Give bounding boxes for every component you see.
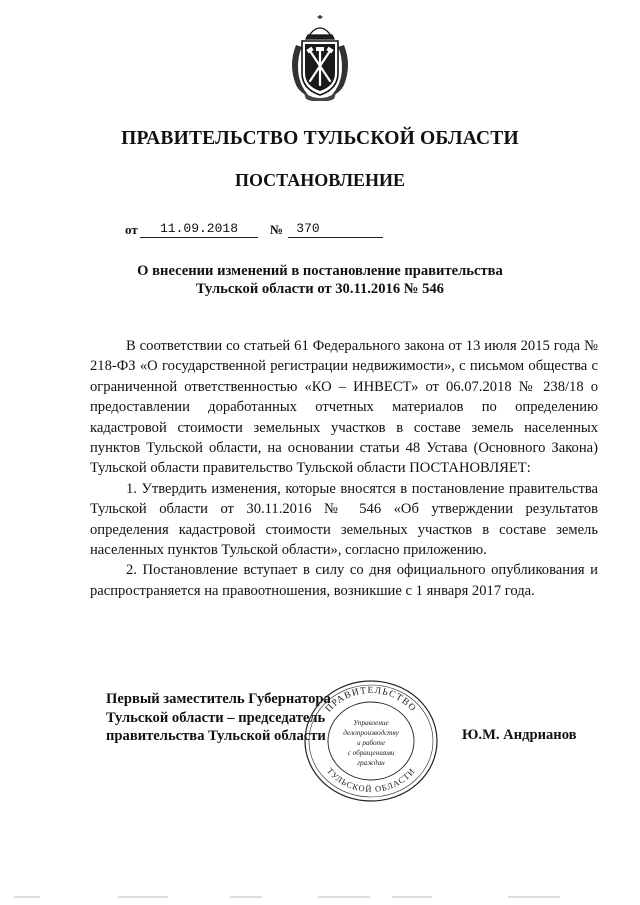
preamble-paragraph: В соответствии со статьей 61 Федерального закона от 13 июля 2015 года № 218-ФЗ «О государственной регистрации недвижимости», с письмом общества с ограниченной ответственностью «КО – ИНВЕСТ» от 06.07.2018 № 238/18 о предоставлении доработанных отчетных материалов по определению кадастровой стоимости земельных участков в составе земель населенных пунктов Тульской области, на основании статьи 48 Устава (Основного Закона) Тульской области правительство Тульской области ПОСТАНОВЛЯЕТ: <box>90 338 598 477</box>
subject-line-1: О внесении изменений в постановление правительства <box>137 263 503 279</box>
stamp-inner-line-4: с обращениями <box>347 749 395 757</box>
svg-text:ПРАВИТЕЛЬСТВО <box>324 686 418 714</box>
document-subject <box>0 262 640 298</box>
number-label: № <box>270 222 284 237</box>
stamp-inner-line-2: делопроизводству <box>343 729 399 737</box>
coat-of-arms-emblem <box>286 15 354 101</box>
date-label: от <box>125 222 138 237</box>
position-line-3: правительства Тульской области <box>106 728 326 744</box>
resolution-item-2: 2. Постановление вступает в силу со дня официального опубликования и распространяется на правоотношения, возникшие с 1 января 2017 года. <box>90 562 598 599</box>
signatory-name: Ю.М. Андрианов <box>462 727 577 743</box>
resolution-item-1: 1. Утвердить изменения, которые вносятся в постановление правительства Тульской области от 30.11.2016 № 546 «Об утверждении результатов определения кадастровой стоимости земельных участков в составе земель населенных пунктов Тульской области», согласно приложению. <box>90 480 598 559</box>
position-line-2: Тульской области – председатель <box>106 709 326 726</box>
position-line-1: Первый заместитель Губернатора <box>106 691 331 707</box>
date-underline <box>140 237 258 238</box>
subject-line-2: Тульской области от 30.11.2016 № 546 <box>196 281 444 297</box>
date-number-row <box>125 218 425 238</box>
government-title: ПРАВИТЕЛЬСТВО ТУЛЬСКОЙ ОБЛАСТИ <box>121 128 519 149</box>
document-type-title: ПОСТАНОВЛЕНИЕ <box>234 170 406 190</box>
document-body <box>90 336 598 601</box>
stamp-inner-line-3: и работе <box>356 739 386 747</box>
official-stamp <box>302 678 440 804</box>
number-underline <box>288 237 383 238</box>
scan-artifacts <box>0 894 640 900</box>
stamp-inner-line-5: граждан <box>357 759 385 767</box>
stamp-inner-line-1: Управление <box>353 719 389 727</box>
document-number: 370 <box>296 221 320 236</box>
stamp-ring-top: ПРАВИТЕЛЬСТВО <box>323 685 419 715</box>
stamp-ring-bottom: ТУЛЬСКОЙ ОБЛАСТИ <box>324 765 418 795</box>
document-date: 11.09.2018 <box>159 221 238 236</box>
